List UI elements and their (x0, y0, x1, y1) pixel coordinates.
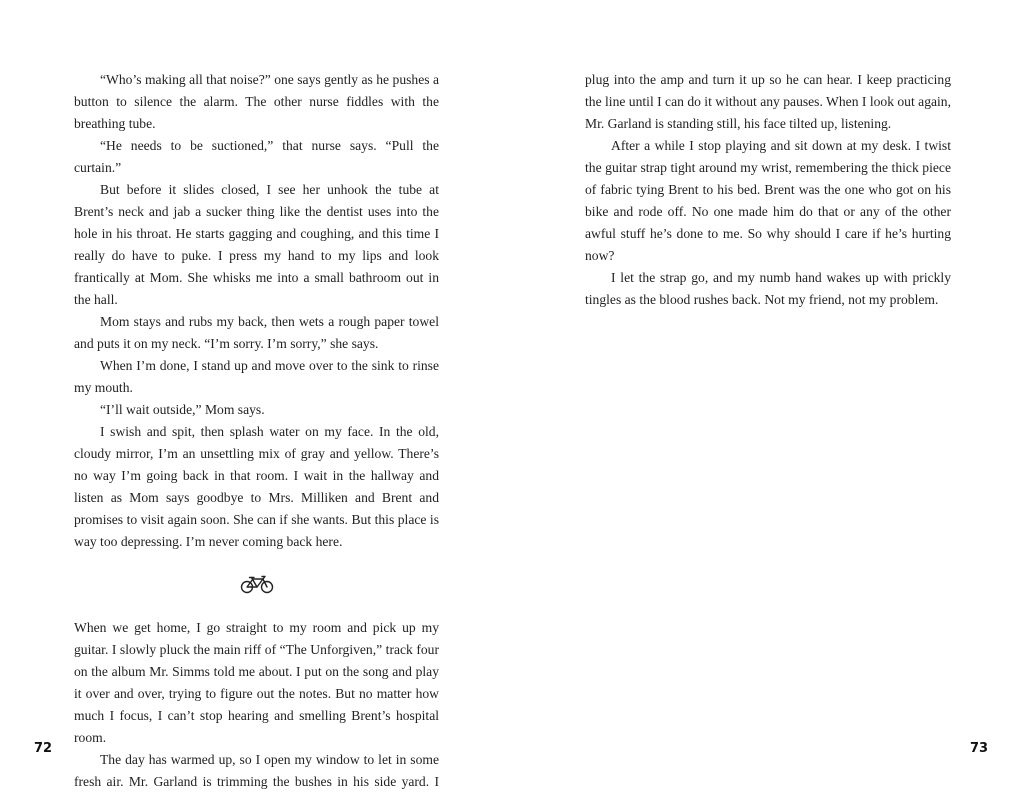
paragraph: When we get home, I go straight to my room and pick up my guitar. I slowly pluck the main riff of “The Unforgiven,” track four on the album Mr. Simms told me about. I put on the song and play it over and over, trying to figure out the notes. But no matter how much I focus, I can’t stop hearing and smelling Brent’s hospital room. (74, 620, 439, 745)
paragraph: But before it slides closed, I see her unhook the tube at Brent’s neck and jab a sucker thing like the dentist uses into the hole in his throat. He starts gagging and coughing, and this time I really do have to puke. I press my hand to my lips and look frantically at Mom. She whisks me into a small bathroom out in the hall. (74, 182, 439, 307)
left-page-text (74, 69, 439, 793)
paragraph: I let the strap go, and my numb hand wakes up with prickly tingles as the blood rushes back. Not my friend, not my problem. (585, 270, 951, 307)
paragraph: The day has warmed up, so I open my window to let in some fresh air. Mr. Garland is trimming the bushes in his side yard. I (74, 752, 439, 789)
right-page-text (585, 69, 951, 311)
paragraph: plug into the amp and turn it up so he can hear. I keep practicing the line until I can do it without any pauses. When I look out again, Mr. Garland is standing still, his face tilted up, listening. (585, 72, 951, 131)
paragraph: After a while I stop playing and sit down at my desk. I twist the guitar strap tight around my wrist, remembering the thick piece of fabric tying Brent to his bed. Brent was the one who got on his bike and rode off. No one made him do that or any of the other awful stuff he’s done to me. So why should I care if he’s hurting now? (585, 138, 951, 263)
paragraph: I swish and spit, then splash water on my face. In the old, cloudy mirror, I’m an unsettling mix of gray and yellow. There’s no way I’m going back in that room. I wait in the hallway and listen as Mom says goodbye to Mrs. Milliken and Brent and promises to visit again soon. She can if she wants. But this place is way too depressing. I’m never coming back here. (74, 424, 439, 549)
bicycle-icon (240, 574, 274, 594)
paragraph: “I’ll wait outside,” Mom says. (100, 402, 265, 417)
paragraph: “He needs to be suctioned,” that nurse says. “Pull the curtain.” (74, 138, 439, 175)
paragraph: “Who’s making all that noise?” one says gently as he pushes a button to silence the alarm. The other nurse fiddles with the breathing tube. (74, 72, 439, 131)
section-break (74, 553, 439, 617)
page-number: 72 (34, 741, 53, 756)
paragraph: Mom stays and rubs my back, then wets a rough paper towel and puts it on my neck. “I’m sorry. I’m sorry,” she says. (74, 314, 439, 351)
paragraph: When I’m done, I stand up and move over to the sink to rinse my mouth. (74, 358, 439, 395)
page-number: 73 (970, 741, 989, 756)
